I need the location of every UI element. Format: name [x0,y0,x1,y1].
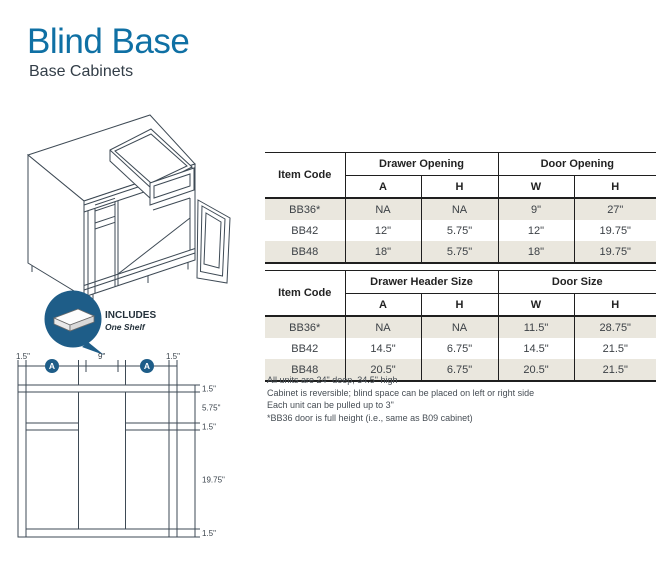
table-row [265,241,656,263]
value-cell: 6.75" [421,338,498,359]
column-header-item-code: Item Code [265,271,345,317]
elevation-outline [18,385,177,537]
value-cell: 6.75" [421,359,498,381]
value-cell: NA [421,198,498,220]
group-header-door-size: Door Size [498,271,656,294]
value-cell: 28.75" [574,316,656,338]
extension-lines [177,385,200,537]
value-cell: 27" [574,198,656,220]
dimension-label: 1.5" [166,352,180,361]
column-header-w: W [498,294,574,317]
elevation-diagram [14,350,229,550]
marker-a-label: A [143,361,151,371]
includes-badge-svg [42,290,192,356]
value-cell: 20.5" [345,359,421,381]
value-cell: NA [345,316,421,338]
elevation-svg [14,350,229,550]
value-cell: 11.5" [498,316,574,338]
value-cell: 19.75" [574,241,656,263]
dimension-label: 5.75" [202,403,221,413]
dimension-label: 1.5" [202,384,216,394]
spec-table-sizes [265,270,656,382]
item-code-cell: BB48 [291,245,319,258]
value-cell: 9" [498,198,574,220]
column-header-a: A [345,176,421,199]
marker-a-label: A [48,361,56,371]
table-row [265,220,656,241]
item-code-cell: BB36* [289,203,321,216]
includes-label: INCLUDES [105,310,157,321]
table-row [265,316,656,338]
dimension-label: 1.5" [202,422,216,432]
page-title: Blind Base [27,22,190,61]
value-cell: 18" [345,241,421,263]
column-header-a: A [345,294,421,317]
includes-sublabel: One Shelf [105,322,145,332]
group-header-drawer-opening: Drawer Opening [345,153,498,176]
column-header-h: H [574,294,656,317]
includes-badge [42,290,192,356]
value-cell: 14.5" [498,338,574,359]
value-cell: 19.75" [574,220,656,241]
note-line: Each unit can be pulled up to 3" [267,400,394,411]
value-cell: NA [345,198,421,220]
note-line: Cabinet is reversible; blind space can be placed on left or right side [267,387,535,398]
value-cell: 5.75" [421,241,498,263]
group-header-drawer-header-size: Drawer Header Size [345,271,498,294]
dimension-label: 1.5" [16,352,30,361]
note-line: All units are 24" deep, 34.5" high [267,375,398,385]
item-code-cell: BB42 [291,342,319,355]
table-row [265,338,656,359]
column-header-h: H [421,294,498,317]
table-header-row [265,271,656,294]
value-cell: 18" [498,241,574,263]
column-header-w: W [498,176,574,199]
value-cell: 5.75" [421,220,498,241]
column-header-item-code: Item Code [265,153,345,199]
value-cell: 21.5" [574,338,656,359]
note-line: *BB36 door is full height (i.e., same as B09 cabinet) [267,412,473,423]
dimension-label: 19.75" [202,475,225,485]
table-row [265,198,656,220]
page-subtitle: Base Cabinets [29,63,134,80]
value-cell: 12" [498,220,574,241]
item-code-cell: BB36* [289,321,321,334]
bank-edges [79,392,126,529]
value-cell: 21.5" [574,359,656,381]
footnotes [267,374,597,424]
item-code-cell: BB42 [291,224,319,237]
side-stiles [26,385,169,537]
value-cell: NA [421,316,498,338]
spec-table-openings [265,152,656,264]
dimension-label: 1.5" [202,529,216,538]
value-cell: 14.5" [345,338,421,359]
table-header-row [265,153,656,176]
mid-rails [26,423,200,430]
column-header-h: H [574,176,656,199]
dimension-label: 9" [98,352,106,361]
column-header-h: H [421,176,498,199]
group-header-door-opening: Door Opening [498,153,656,176]
item-code-cell: BB48 [291,363,319,376]
value-cell: 20.5" [498,359,574,381]
value-cell: 12" [345,220,421,241]
